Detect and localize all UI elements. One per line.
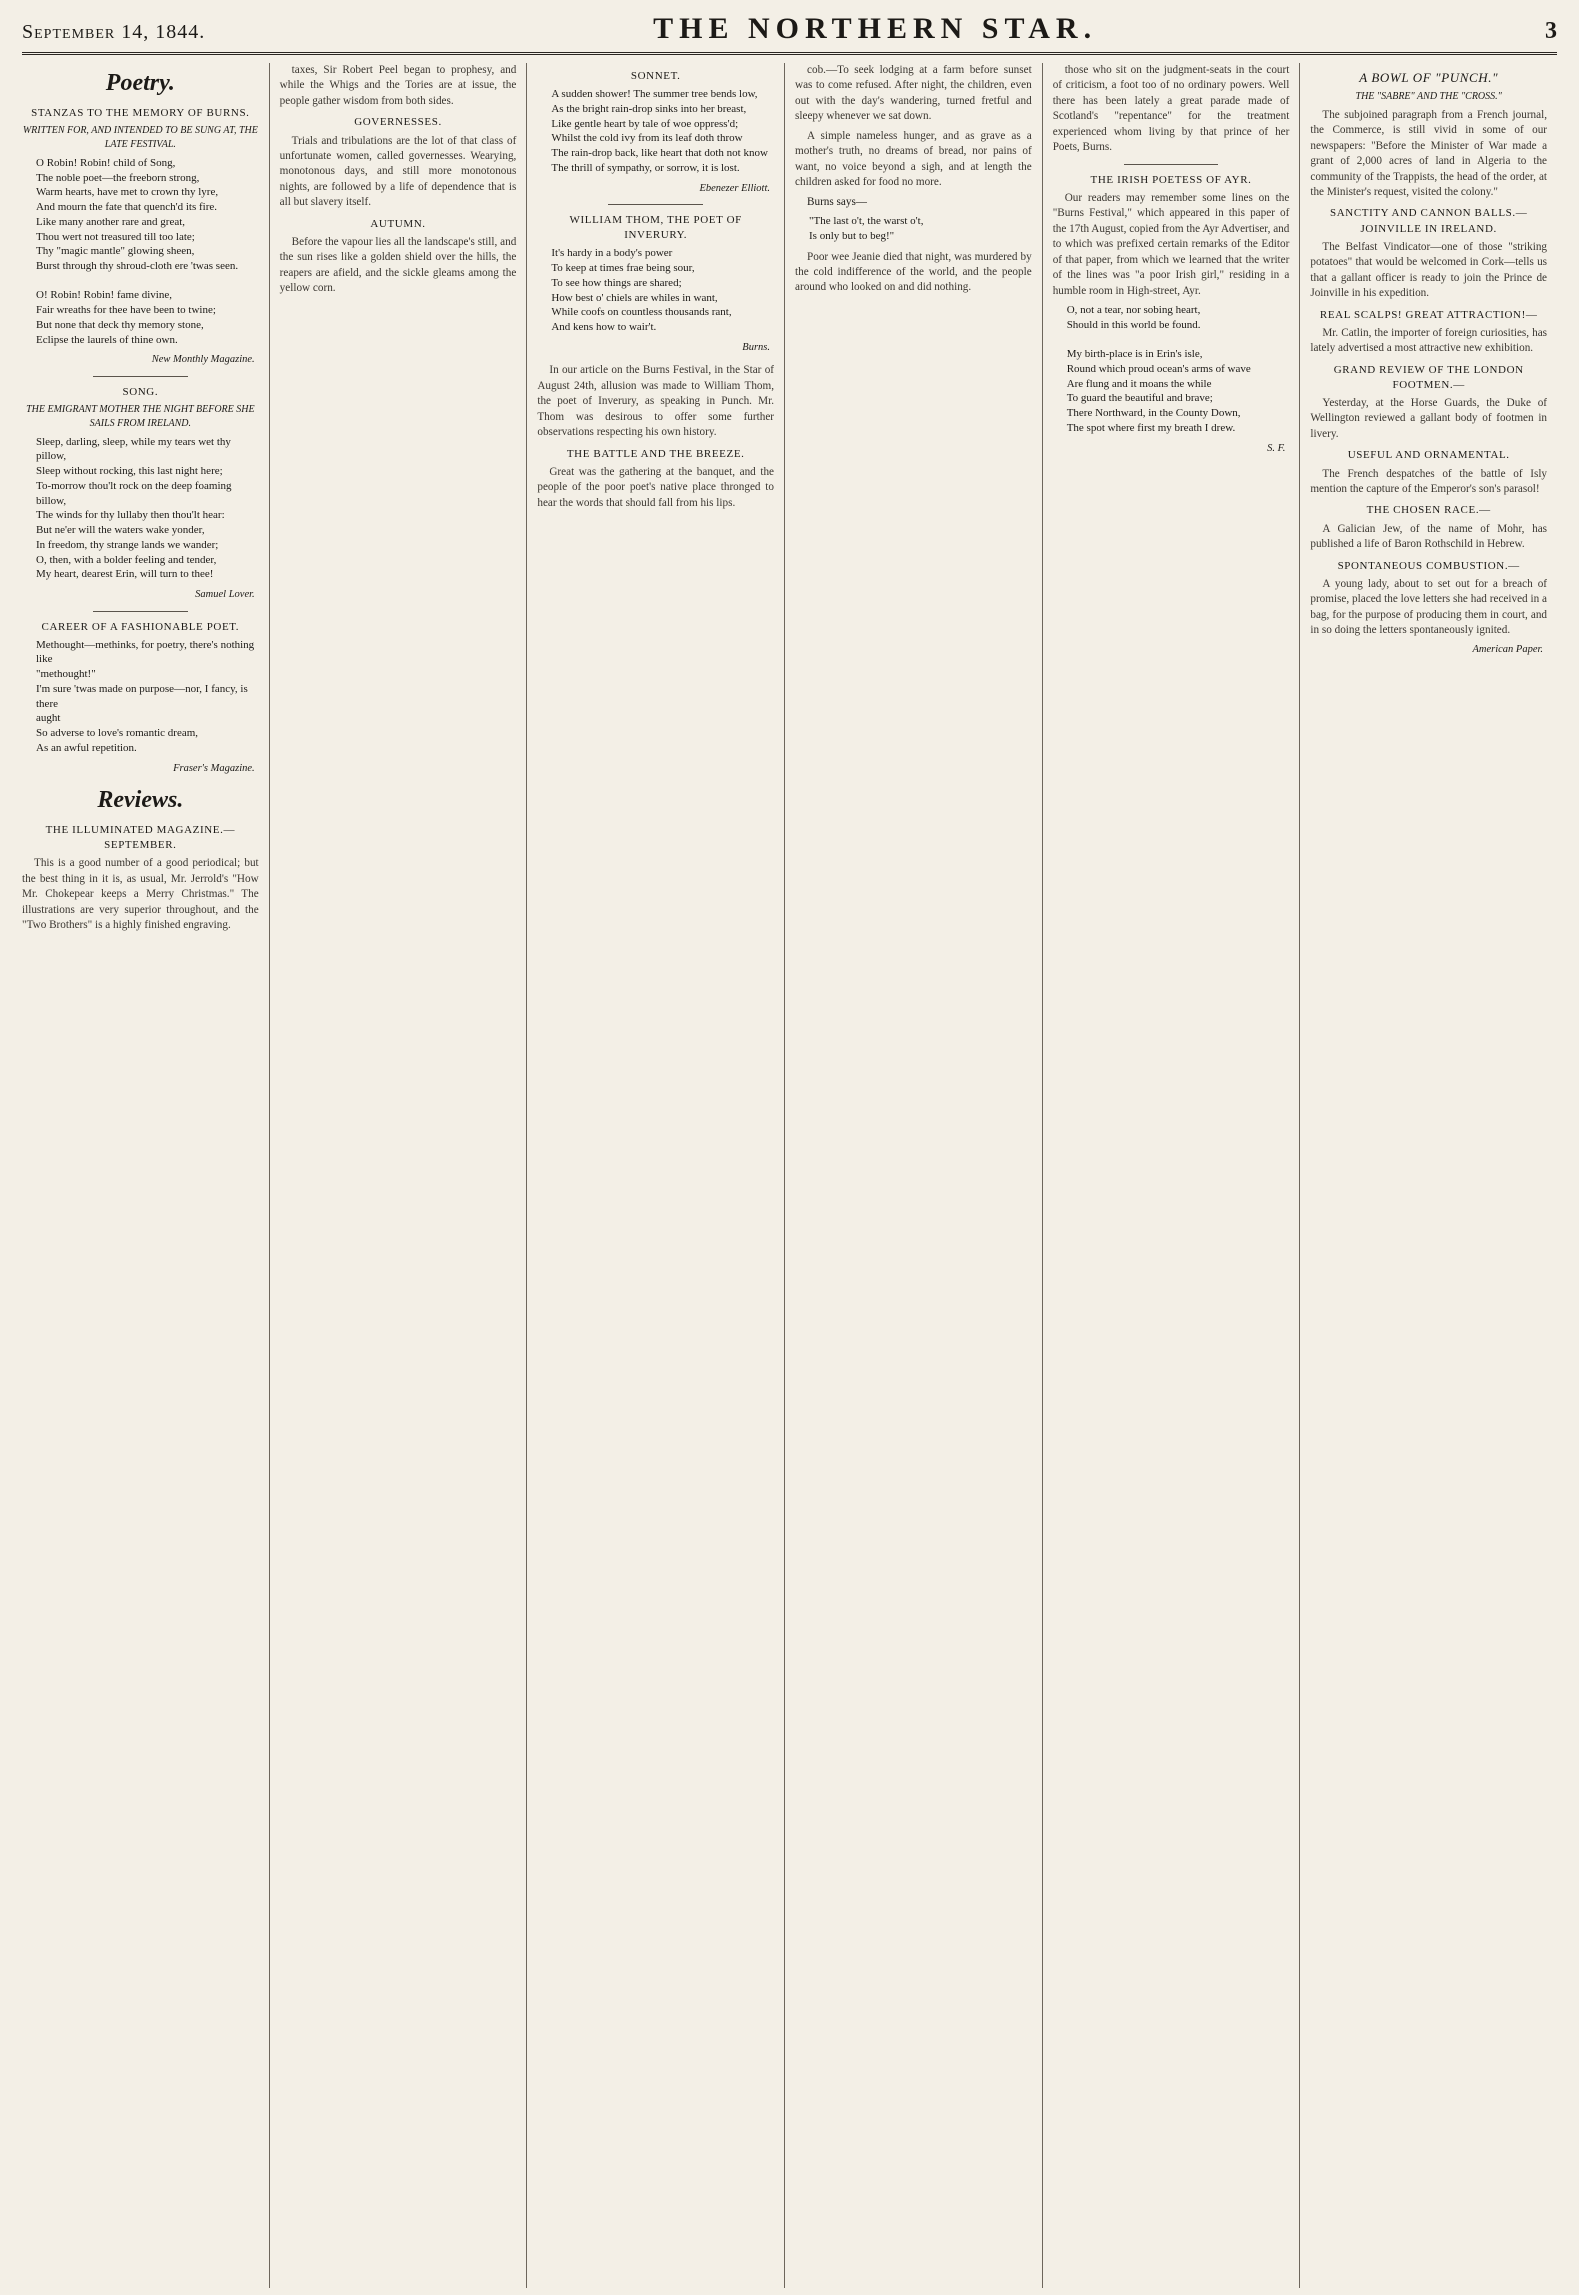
battle-text: Great was the gathering at the banquet, and the people of the poor poet's native place thronged to hear the words that should fall from his lips. [537, 465, 775, 509]
thom-epigraph-author: Burns. [742, 341, 771, 353]
chosen-race-text: A Galician Jew, of the name of Mohr, has published a life of Baron Rothschild in Hebrew. [1310, 522, 1548, 551]
poem-career-source: Fraser's Magazine. [173, 762, 255, 774]
battle-heading: THE BATTLE AND THE BREEZE. [566, 447, 745, 460]
columns [22, 63, 1557, 2288]
poem-career-verse: Methought—methinks, for poetry, there's nothing like "methought!" I'm sure 'twas made on purpose—nor, I fancy, is there aught So adverse to love's romantic dream, As an awful repetition. [36, 638, 255, 754]
poem-burns-subtitle: WRITTEN FOR, AND INTENDED TO BE SUNG AT, THE LATE FESTIVAL. [22, 125, 258, 151]
page-number: 3 [1544, 18, 1557, 44]
column-4 [785, 63, 1043, 2288]
newspaper-title: THE NORTHERN STAR. [653, 12, 1098, 45]
section-reviews-title: Reviews. [97, 787, 184, 814]
scalps-text: Mr. Catlin, the importer of foreign curiosities, has lately advertised a most attractive new exhibition. [1310, 326, 1548, 355]
chosen-race-heading: THE CHOSEN RACE.— [1366, 504, 1491, 517]
punch-subheading: THE "SABRE" AND THE "CROSS." [1355, 90, 1502, 102]
useful-heading: USEFUL AND ORNAMENTAL. [1347, 449, 1510, 462]
poem-song-author: Samuel Lover. [195, 589, 255, 601]
burns-quote-label: Burns says— [807, 195, 867, 208]
thom-text: In our article on the Burns Festival, in the Star of August 24th, allusion was made to William Thom, the poet of Inverury, as speaking in Punch. Mr. Thom was desirous to offer some further observations respecting his own history. [537, 364, 775, 439]
thom-continued-text: cob.—To seek lodging at a farm before sunset was to come refused. After night, the children, even out with the day's wandering, turned fretful and sleepy whenever we sat down. [795, 64, 1032, 123]
scalps-heading: REAL SCALPS! GREAT ATTRACTION!— [1319, 308, 1538, 321]
divider [608, 204, 703, 205]
footmen-text: Yesterday, at the Horse Guards, the Duke of Wellington reviewed a gallant body of footmen in livery. [1310, 397, 1548, 440]
autumn-text: Before the vapour lies all the landscape's still, and the sun rises like a golden shield over the hills, the reapers are afield, and the sickle gleams among the yellow corn. [279, 235, 517, 295]
burns-quote: "The last o't, the warst o't, Is only but to beg!" [809, 215, 924, 242]
autumn-heading: AUTUMN. [370, 217, 426, 230]
governesses-heading: GOVERNESSES. [354, 116, 442, 129]
jeanie-text: Poor wee Jeanie died that night, was murdered by the cold indifference of the world, and the people around who looked on and did nothing. [795, 250, 1032, 294]
punch-heading: A BOWL OF "PUNCH." [1359, 70, 1499, 85]
review-illuminated-title: THE ILLUMINATED MAGAZINE.—SEPTEMBER. [45, 824, 236, 852]
irish-poetess-text: Our readers may remember some lines on the "Burns Festival," which appeared in this paper of the 17th August, copied from the Ayr Advertiser, and to which was prefixed certain remarks of the Editor of that paper, from which we learned that the writer of the lines was "a poor Irish girl," residing in a humble room in High-street, Ayr. [1052, 191, 1290, 297]
combustion-source: American Paper. [1472, 643, 1544, 655]
irish-poetess-heading: THE IRISH POETESS OF AYR. [1090, 173, 1252, 186]
sonnet-verse: A sudden shower! The summer tree bends low, As the bright rain-drop sinks into her breast, Like gentle heart by tale of woe oppress'd; Whilst the cold ivy from its leaf doth throw The rain-drop back, like heart that doth not know The thrill of sympathy, or sorrow, it is lost. [551, 88, 768, 174]
column-2 [270, 63, 528, 2288]
poem-career-title: CAREER OF A FASHIONABLE POET. [41, 620, 240, 633]
article-text: taxes, Sir Robert Peel began to prophesy, and while the Whigs and the Tories are at issue, the people gather wisdom from both sides. [279, 64, 517, 107]
poem-song-verse: Sleep, darling, sleep, while my tears wet thy pillow, Sleep without rocking, this last night here; To-morrow thou'lt rock on the deep foaming billow, The winds for thy lullaby then thou'lt hear: But ne'er will the waters wake yonder, In freedom, thy strange lands we wander; O, then, with a bolder feeling and tender, My heart, dearest Erin, will turn to thee! [36, 435, 232, 581]
combustion-heading: SPONTANEOUS COMBUSTION.— [1337, 559, 1520, 572]
thom-heading: WILLIAM THOM, THE POET OF INVERURY. [569, 214, 742, 242]
column-6 [1300, 63, 1557, 2288]
column-1 [22, 63, 270, 2288]
useful-text: The French despatches of the battle of Isly mention the capture of the Emperor's son's parasol! [1310, 467, 1548, 496]
divider [93, 376, 188, 377]
punch-text: The subjoined paragraph from a French journal, the Commerce, is still vivid in some of our newspapers: "Before the Minister of War made a grant of 2,000 acres of land in Algeria to the community of the Trappists, the head of the order, at the Minister's request, visited the colony." [1310, 108, 1548, 198]
poem-song-subtitle: THE EMIGRANT MOTHER THE NIGHT BEFORE SHE SAILS FROM IRELAND. [26, 404, 255, 429]
irish-poetess-initials: S. F. [1267, 442, 1286, 454]
irish-poetess-verse: O, not a tear, nor sobing heart, Should in this world be found. My birth-place is in Erin's isle, Round which proud ocean's arms of wave Are flung and it moans the while To guard the beautiful and brave; There Northward, in the County Down, The spot where first my breath I drew. [1066, 304, 1251, 434]
masthead [22, 12, 1557, 55]
divider [93, 611, 188, 612]
sonnet-author: Ebenezer Elliott. [699, 182, 771, 194]
footmen-heading: GRAND REVIEW OF THE LONDON FOOTMEN.— [1333, 363, 1524, 391]
poem-burns-verse: O Robin! Robin! child of Song, The noble poet—the freeborn strong, Warm hearts, have met to crown thy lyre, And mourn the fate that quench'd its fire. Like many another rare and great, Thou wert not treasured till too late; Thy "magic mantle" glowing sheen, Burst through thy shroud-cloth ere 'twas seen. O! Robin! Robin! fame divine, Fair wreaths for thee have been to twine; But none that deck thy memory stone, Eclipse the laurels of thine own. [36, 156, 239, 346]
combustion-text: A young lady, about to set out for a breach of promise, placed the love letters she had received in a bag, for the purpose of producing them in court, and in so doing the letters spontaneously ignited. [1310, 577, 1548, 637]
section-poetry-title: Poetry. [105, 70, 175, 96]
poem-song-title: SONG. [122, 385, 159, 398]
poem-burns-source: New Monthly Magazine. [151, 354, 255, 366]
divider [1124, 164, 1219, 165]
governesses-text: Trials and tribulations are the lot of that class of unfortunate women, called governesses. Wearying, monotonous days, and still more monotonous nights, are followed by a life of dependence that is all but slavery itself. [279, 134, 517, 209]
column-5 [1043, 63, 1301, 2288]
critics-text: those who sit on the judgment-seats in the court of criticism, a foot too of no ordinary powers. Well there has been lately a great parade made of Scotland's "repentance" for the treatment experienced whom living by that prince of her Poets, Burns. [1052, 64, 1290, 154]
thom-hunger-text: A simple nameless hunger, and as grave as a mother's truth, no dreams of bread, nor pains of want, no voice beyond a sigh, and at length the children asked for food no more. [795, 129, 1032, 189]
thom-epigraph: It's hardy in a body's power To keep at times frae being sour, To see how things are shared; How best o' chiels are whiles in want, While coofs on countless thousands rant, And kens how to wair't. [551, 247, 732, 334]
column-3 [527, 63, 785, 2288]
sanctity-text: The Belfast Vindicator—one of those "striking potatoes" that would be welcomed in Cork—tells us that a gallant officer is ready to join the Prince de Joinville in his expedition. [1310, 240, 1548, 300]
poem-burns-title: STANZAS TO THE MEMORY OF BURNS. [31, 107, 250, 120]
sanctity-heading: SANCTITY AND CANNON BALLS.—JOINVILLE IN IRELAND. [1330, 207, 1528, 235]
issue-date: September 14, 1844. [22, 21, 206, 43]
review-illuminated-text: This is a good number of a good periodical; but the best thing in it is, as usual, Mr. Jerrold's "How Mr. Chokepear keeps a Merry Christmas." The illustrations are very superior throughout, and the "Two Brothers" is a highly finished engraving. [22, 857, 259, 932]
sonnet-title: SONNET. [630, 70, 681, 82]
